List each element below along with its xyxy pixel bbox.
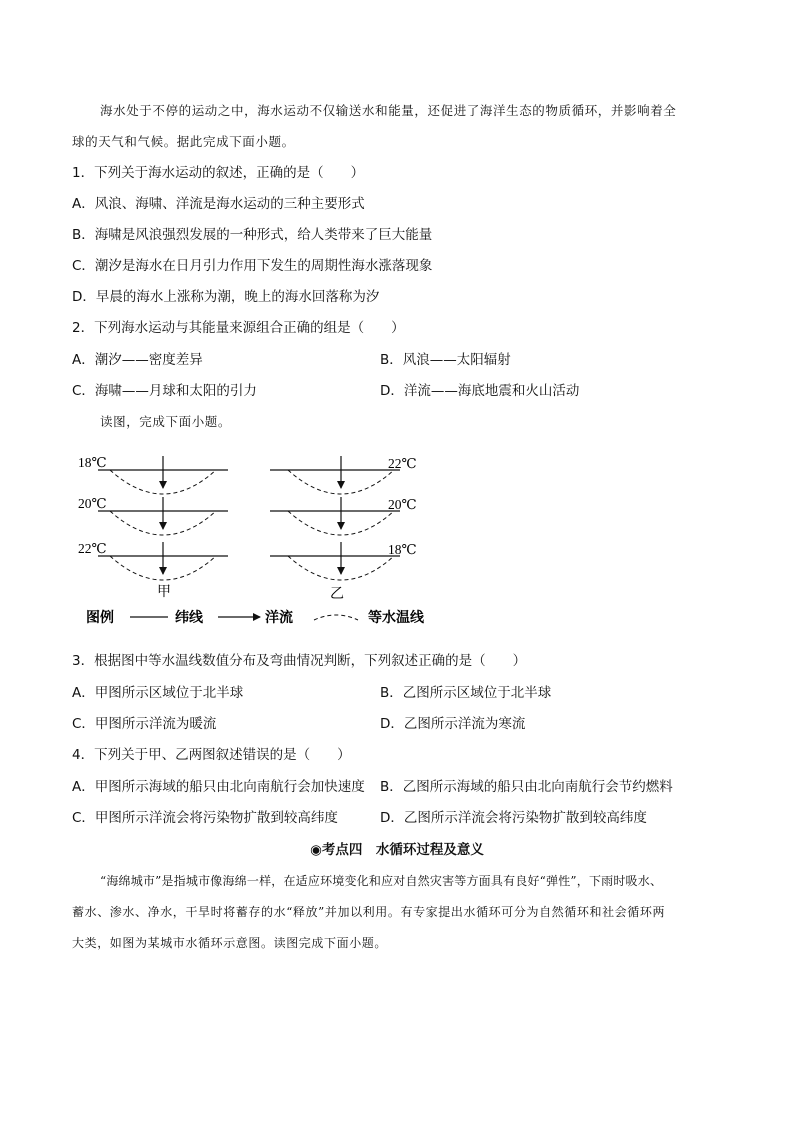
legend-current-label: 洋流 [265, 611, 293, 626]
jia-row-1 [78, 455, 228, 494]
question-3-option-d[interactable]: D．乙图所示洋流为寒流 [380, 716, 526, 732]
question-1-option-b[interactable]: B．海啸是风浪强烈发展的一种形式，给人类带来了巨大能量 [72, 227, 433, 243]
ocean-current-isotherm-figure [0, 440, 794, 640]
yi-row-3 [270, 542, 417, 580]
yi-row-1 [270, 456, 417, 494]
question-2-option-b[interactable]: B．风浪——太阳辐射 [380, 352, 511, 368]
jia-temp-2: 20℃ [78, 496, 107, 511]
intro-passage-line-1: 海水处于不停的运动之中，海水运动不仅输送水和能量，还促进了海洋生态的物质循环，并影响着全 [100, 103, 677, 118]
question-2-stem: 2．下列海水运动与其能量来源组合正确的组是（ ） [72, 320, 405, 336]
question-1-stem: 1．下列关于海水运动的叙述，正确的是（ ） [72, 165, 365, 181]
jia-temp-3: 22℃ [78, 541, 107, 556]
legend-isotherm-label: 等水温线 [368, 611, 424, 626]
jia-row-3 [78, 541, 228, 580]
intro-passage-line-2: 球的天气和气候。据此完成下面小题。 [72, 134, 295, 149]
question-4-option-d[interactable]: D．乙图所示洋流会将污染物扩散到较高纬度 [380, 810, 647, 826]
diagram-yi [270, 456, 417, 602]
question-4-option-b[interactable]: B．乙图所示海域的船只由北向南航行会节约燃料 [380, 779, 673, 795]
question-4-stem: 4．下列关于甲、乙两图叙述错误的是（ ） [72, 747, 351, 763]
question-1-option-d[interactable]: D．早晨的海水上涨称为潮，晚上的海水回落称为汐 [72, 289, 380, 305]
question-2-option-a[interactable]: A．潮汐——密度差异 [72, 352, 203, 368]
question-1-option-a[interactable]: A．风浪、海啸、洋流是海水运动的三种主要形式 [72, 196, 365, 212]
yi-temp-3: 18℃ [388, 542, 417, 557]
question-3-option-c[interactable]: C．甲图所示洋流为暖流 [72, 716, 217, 732]
question-1-option-c[interactable]: C．潮汐是海水在日月引力作用下发生的周期性海水涨落现象 [72, 258, 433, 274]
section-heading: ◉考点四 水循环过程及意义 [310, 842, 484, 858]
sponge-city-passage-line-1: “海绵城市”是指城市像海绵一样，在适应环境变化和应对自然灾害等方面具有良好“弹性”，下雨时吸水、 [100, 874, 663, 888]
figure-legend [86, 609, 425, 626]
sponge-city-passage-line-2: 蓄水、渗水、净水，干旱时将蓄存的水“释放”并加以利用。有专家提出水循环可分为自然循环和社会循环两 [72, 905, 666, 919]
question-3-option-b[interactable]: B．乙图所示区域位于北半球 [380, 685, 552, 701]
label-yi: 乙 [330, 587, 344, 602]
jia-temp-1: 18℃ [78, 455, 107, 470]
label-jia: 甲 [157, 585, 171, 600]
question-2-option-d[interactable]: D．洋流——海底地震和火山活动 [380, 383, 580, 399]
legend-isotherm-symbol [314, 615, 358, 620]
yi-temp-1: 22℃ [388, 456, 417, 471]
sponge-city-passage-line-3: 大类，如图为某城市水循环示意图。读图完成下面小题。 [72, 936, 388, 950]
question-2-option-c[interactable]: C．海啸——月球和太阳的引力 [72, 383, 257, 399]
question-4-option-c[interactable]: C．甲图所示洋流会将污染物扩散到较高纬度 [72, 810, 338, 826]
question-3-option-a[interactable]: A．甲图所示区域位于北半球 [72, 685, 244, 701]
yi-temp-2: 20℃ [388, 497, 417, 512]
legend-latitude-label: 纬线 [175, 611, 203, 626]
jia-row-2 [78, 496, 228, 535]
question-3-stem: 3．根据图中等水温线数值分布及弯曲情况判断，下列叙述正确的是（ ） [72, 653, 527, 669]
yi-row-2 [270, 497, 417, 535]
figure-instruction: 读图，完成下面小题。 [100, 414, 232, 429]
question-4-option-a[interactable]: A．甲图所示海域的船只由北向南航行会加快速度 [72, 779, 365, 795]
legend-title: 图例 [86, 611, 114, 626]
diagram-jia [78, 455, 228, 600]
